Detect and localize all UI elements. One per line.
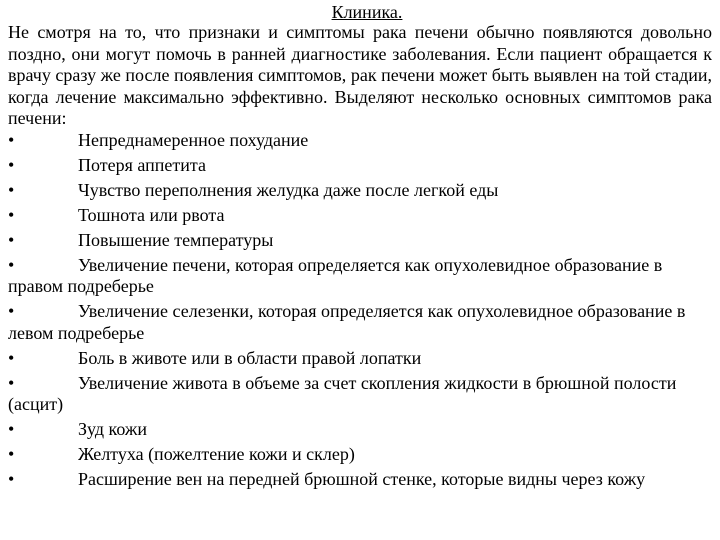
bullet-icon: • [8, 154, 15, 175]
list-item [8, 469, 712, 491]
bullet-icon: • [8, 254, 15, 275]
symptom-text: Потеря аппетита [78, 154, 206, 175]
symptom-text: Желтуха (пожелтение кожи и склер) [78, 444, 355, 464]
list-item [8, 230, 712, 252]
symptom-text: Тошнота или рвота [78, 204, 225, 225]
list-item [8, 255, 712, 298]
bullet-icon: • [8, 347, 15, 368]
symptom-text: Повышение температуры [78, 229, 274, 250]
bullet-icon: • [8, 469, 15, 489]
symptom-text: Увеличение живота в объеме за счет скопления жидкости в брюшной полости (асцит) [8, 372, 677, 414]
symptom-text: Зуд кожи [78, 419, 147, 439]
list-item [8, 348, 712, 370]
symptom-text: Увеличение селезенки, которая определяется как опухолевидное образование в левом подреберье [8, 301, 686, 343]
symptom-list [8, 130, 712, 491]
bullet-icon: • [8, 179, 15, 200]
bullet-icon: • [8, 372, 15, 393]
bullet-icon: • [8, 229, 15, 250]
page-title: Клиника. [331, 2, 403, 22]
symptom-text: Непреднамеренное похудание [78, 129, 309, 150]
list-item [8, 130, 712, 152]
list-item [8, 155, 712, 177]
list-item [8, 444, 712, 466]
bullet-icon: • [8, 204, 15, 225]
symptom-text: Боль в животе или в области правой лопатки [78, 347, 422, 368]
list-item [8, 205, 712, 227]
list-item [8, 180, 712, 202]
intro-paragraph: Не смотря на то, что признаки и симптомы рака печени обычно появляются довольно поздно, они могут помочь в ранней диагностике заболевания. Если пациент обращается к врачу сразу же после появления симптомов, рак печени может быть выявлен на той стадии, когда лечение максимально эффективно. Выделяют несколько основных симптомов рака печени: [8, 22, 712, 128]
bullet-icon: • [8, 444, 15, 464]
list-item [8, 301, 712, 344]
bullet-icon: • [8, 129, 15, 150]
bullet-icon: • [8, 419, 15, 439]
list-item [8, 419, 712, 441]
symptom-text: Чувство переполнения желудка даже после легкой еды [78, 179, 499, 200]
list-item [8, 373, 712, 416]
bullet-icon: • [8, 301, 15, 321]
symptom-text: Расширение вен на передней брюшной стенке, которые видны через кожу [78, 469, 646, 489]
symptom-text: Увеличение печени, которая определяется как опухолевидное образование в правом подреберье [8, 254, 663, 296]
